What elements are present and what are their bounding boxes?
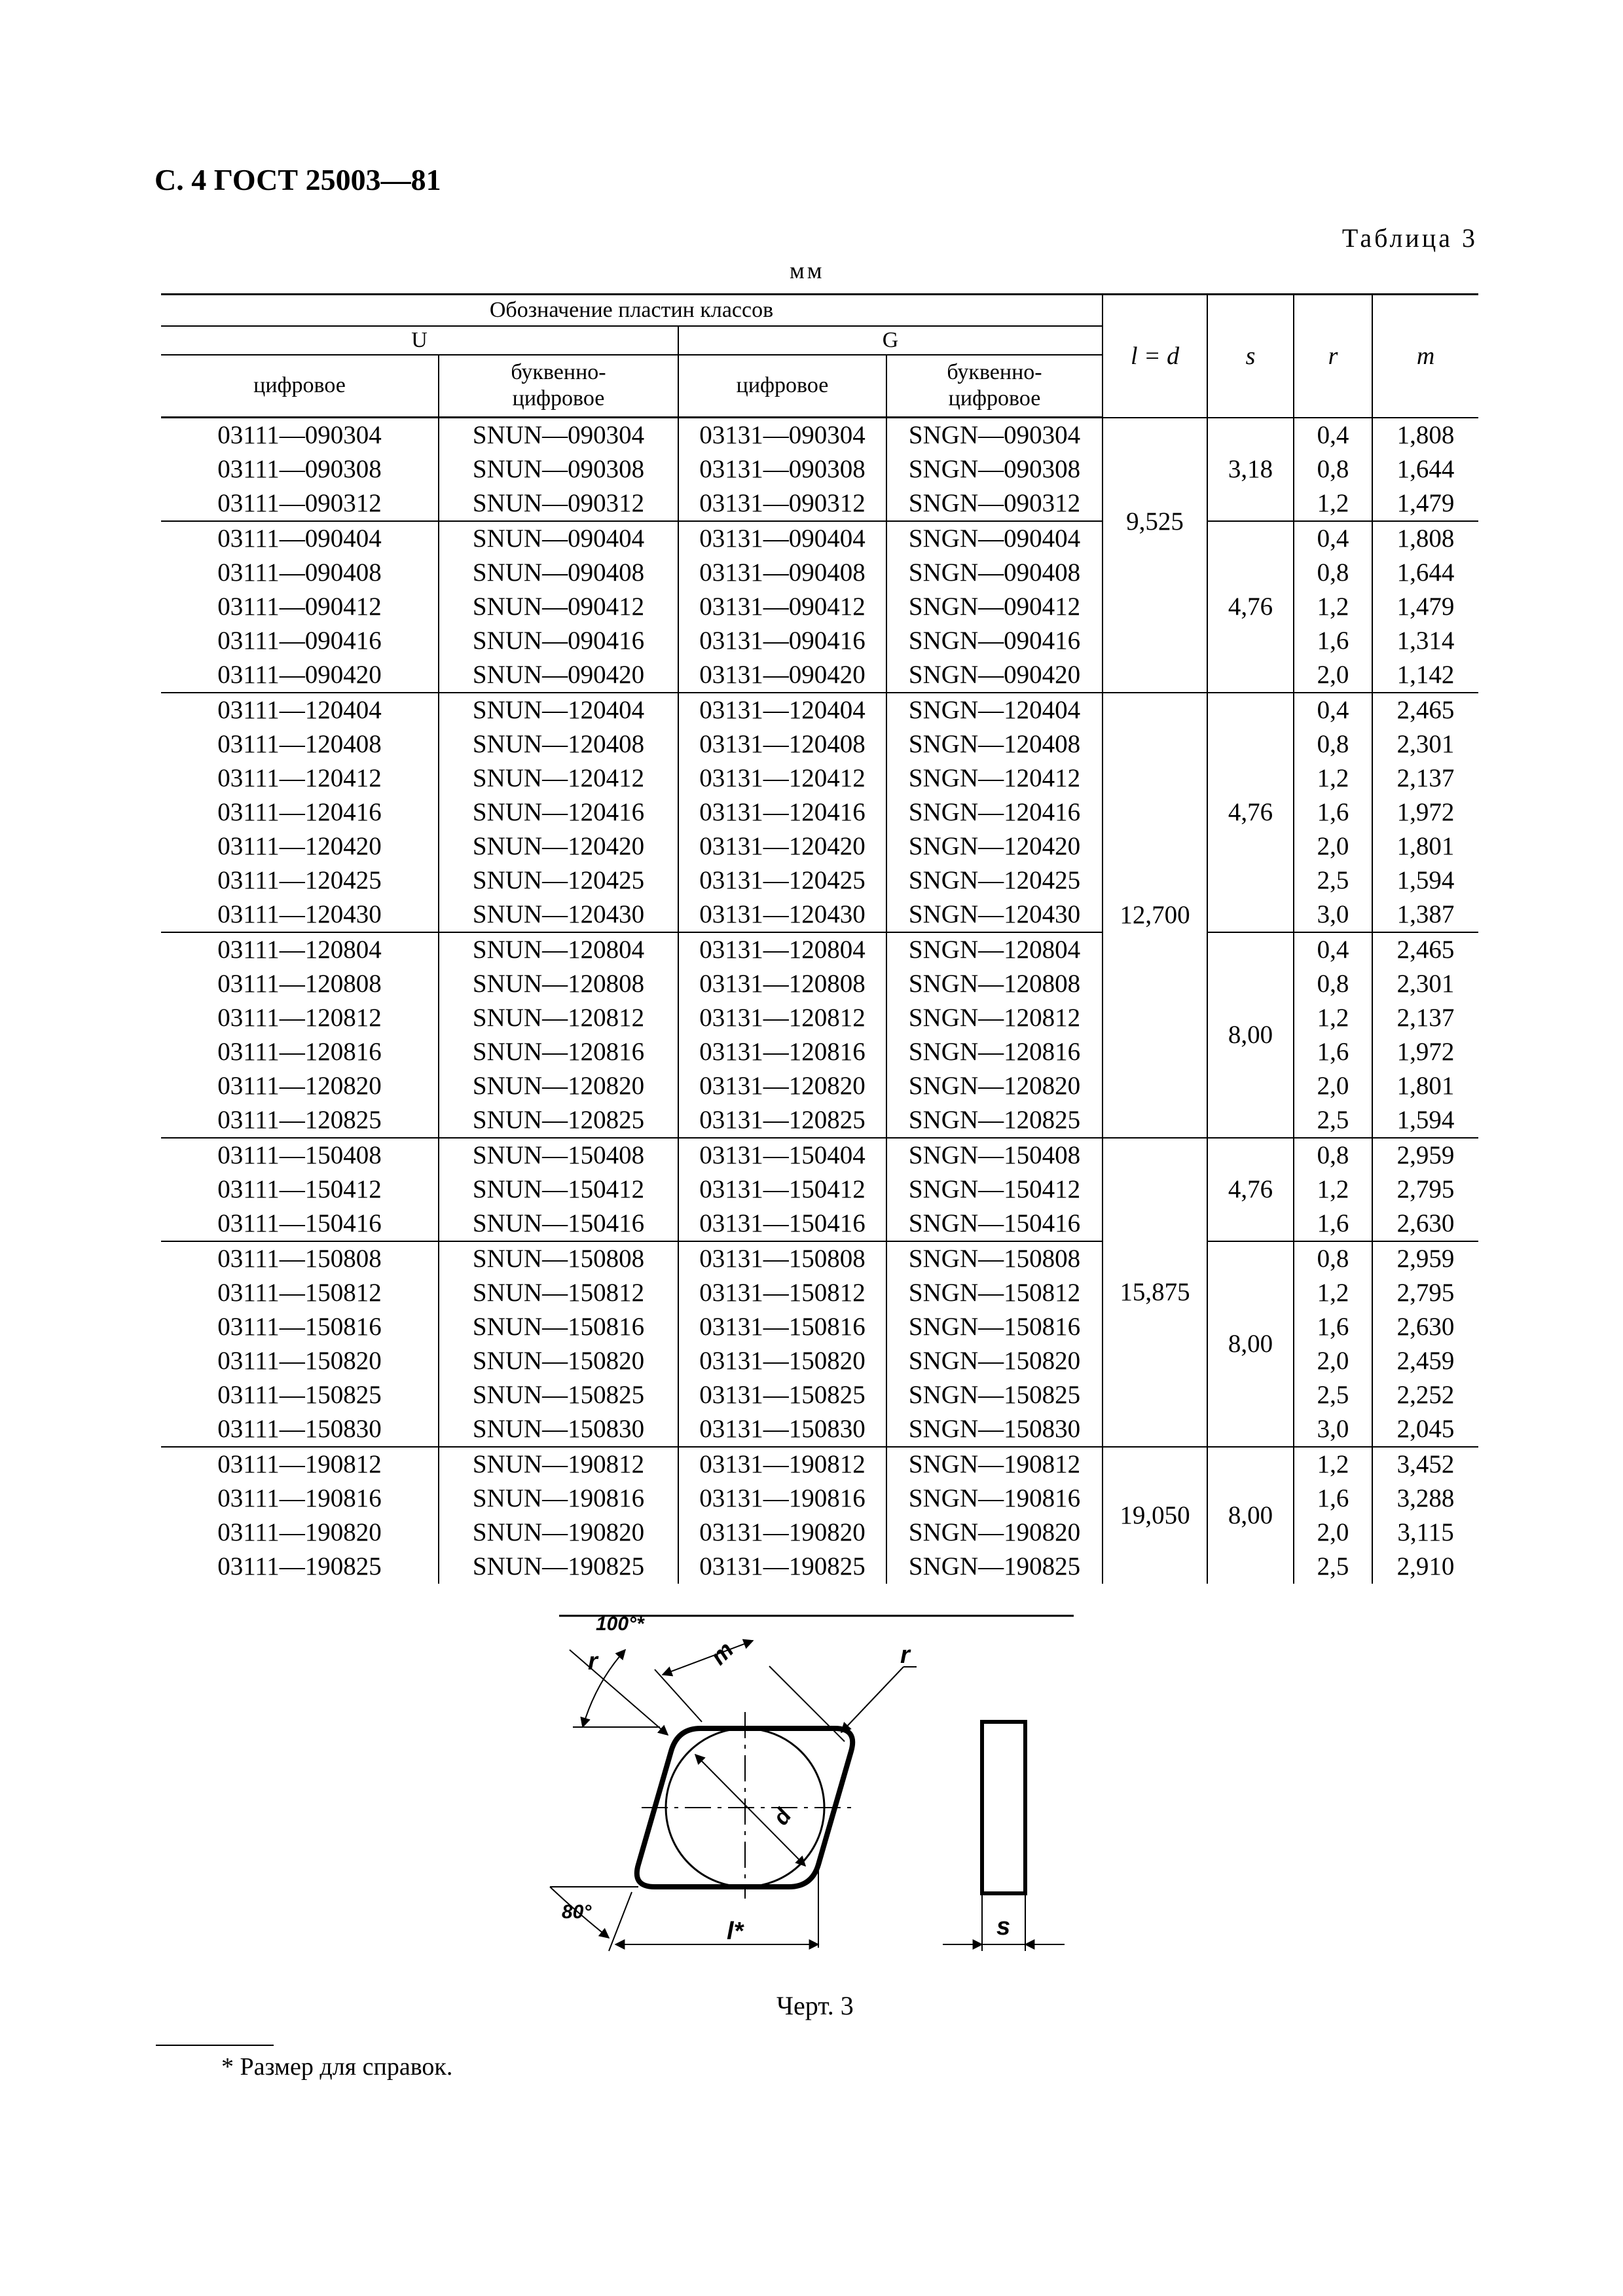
header-s: s <box>1207 295 1294 418</box>
dimension-m-line <box>663 1641 753 1675</box>
cell-u-alnum: SNUN—150816 <box>439 1310 678 1344</box>
cell-u-alnum: SNUN—190825 <box>439 1550 678 1584</box>
cell-g-alnum: SNGN—120820 <box>886 1069 1103 1103</box>
cell-g-digital: 03131—120820 <box>678 1069 886 1103</box>
table-row <box>161 418 1478 453</box>
cell-g-alnum: SNGN—090312 <box>886 486 1103 521</box>
cell-g-alnum: SNGN—150412 <box>886 1173 1103 1207</box>
cell-s: 4,76 <box>1207 693 1294 932</box>
cell-g-alnum: SNGN—150816 <box>886 1310 1103 1344</box>
table-row <box>161 1447 1478 1482</box>
cell-r: 2,0 <box>1294 1069 1372 1103</box>
cell-m: 1,644 <box>1396 455 1455 483</box>
cell-ld: 15,875 <box>1103 1138 1207 1447</box>
cell-g-alnum: SNGN—190812 <box>886 1447 1103 1482</box>
cell-u-alnum: SNUN—120825 <box>439 1103 678 1138</box>
cell-r: 1,2 <box>1294 1173 1372 1207</box>
cell-g-digital: 03131—120425 <box>678 864 886 898</box>
cell-u-alnum: SNUN—190820 <box>439 1516 678 1550</box>
cell-u-alnum: SNUN—120404 <box>439 693 678 727</box>
cell-g-alnum: SNGN—090408 <box>886 556 1103 590</box>
cell-g-alnum: SNGN—150808 <box>886 1241 1103 1276</box>
cell-u-digital: 03111—190812 <box>161 1447 439 1482</box>
cell-r: 0,8 <box>1294 727 1372 761</box>
cell-u-alnum: SNUN—150808 <box>439 1241 678 1276</box>
cell-u-alnum: SNUN—120804 <box>439 932 678 967</box>
cell-r: 1,2 <box>1294 761 1372 795</box>
cell-s: 4,76 <box>1207 1138 1294 1241</box>
cell-u-alnum: SNUN—150408 <box>439 1138 678 1173</box>
label-s: s <box>996 1913 1011 1941</box>
cell-r: 0,4 <box>1294 521 1372 556</box>
cell-u-alnum: SNUN—120430 <box>439 898 678 932</box>
cell-g-alnum: SNGN—120808 <box>886 967 1103 1001</box>
cell-m: 1,972 <box>1396 798 1455 826</box>
cell-s: 8,00 <box>1207 1447 1294 1584</box>
cell-u-digital: 03111—090304 <box>161 418 439 453</box>
header-r: r <box>1294 295 1372 418</box>
cell-g-digital: 03131—120408 <box>678 727 886 761</box>
cell-r: 0,8 <box>1294 556 1372 590</box>
cell-u-alnum: SNUN—150416 <box>439 1207 678 1241</box>
cell-g-digital: 03131—090404 <box>678 521 886 556</box>
cell-r: 0,8 <box>1294 967 1372 1001</box>
header-u-alnum <box>439 355 678 418</box>
cell-g-digital: 03131—150808 <box>678 1241 886 1276</box>
cell-ld: 9,525 <box>1103 418 1207 693</box>
cell-m: 1,972 <box>1396 1038 1455 1066</box>
cell-g-alnum: SNGN—150408 <box>886 1138 1103 1173</box>
cell-m: 2,795 <box>1396 1279 1455 1307</box>
cell-g-digital: 03131—120825 <box>678 1103 886 1138</box>
leader-r-right <box>841 1667 903 1732</box>
table-row <box>161 693 1478 727</box>
footnote: * Размер для справок. <box>221 2053 453 2081</box>
cell-u-digital: 03111—120416 <box>161 795 439 829</box>
cell-r: 1,6 <box>1294 1207 1372 1241</box>
cell-u-alnum: SNUN—150830 <box>439 1412 678 1447</box>
cell-s: 4,76 <box>1207 521 1294 693</box>
cell-g-digital: 03131—090412 <box>678 590 886 624</box>
header-ld: l = d <box>1103 295 1207 418</box>
cell-g-digital: 03131—120416 <box>678 795 886 829</box>
cell-u-digital: 03111—090312 <box>161 486 439 521</box>
label-r-left: r <box>588 1648 598 1675</box>
cell-g-digital: 03131—120430 <box>678 898 886 932</box>
cell-u-alnum: SNUN—190812 <box>439 1447 678 1482</box>
cell-r: 0,8 <box>1294 1138 1372 1173</box>
cell-g-digital: 03131—120412 <box>678 761 886 795</box>
label-r-right: r <box>900 1641 910 1669</box>
footnote-rule <box>156 2045 274 2046</box>
label-angle-top: 100°* <box>596 1613 644 1635</box>
cell-r: 0,8 <box>1294 452 1372 486</box>
cell-u-alnum: SNUN—120812 <box>439 1001 678 1035</box>
table-body <box>161 418 1478 1584</box>
cell-g-alnum: SNGN—090416 <box>886 624 1103 658</box>
cell-g-alnum: SNGN—150820 <box>886 1344 1103 1378</box>
cell-m: 2,910 <box>1396 1552 1455 1580</box>
cell-u-digital: 03111—120404 <box>161 693 439 727</box>
cell-g-alnum: SNGN—190825 <box>886 1550 1103 1584</box>
insert-drawing <box>511 1604 1113 1971</box>
cell-g-alnum: SNGN—120404 <box>886 693 1103 727</box>
cell-m: 2,459 <box>1396 1347 1455 1375</box>
cell-g-digital: 03131—150404 <box>678 1138 886 1173</box>
cell-m: 2,137 <box>1396 1004 1455 1032</box>
table-row <box>161 1241 1478 1276</box>
cell-r: 1,2 <box>1294 486 1372 521</box>
cell-g-digital: 03131—190816 <box>678 1482 886 1516</box>
cell-u-digital: 03111—150808 <box>161 1241 439 1276</box>
header-g-digital: цифровое <box>678 355 886 418</box>
cell-g-digital: 03131—120816 <box>678 1035 886 1069</box>
cell-u-alnum: SNUN—120816 <box>439 1035 678 1069</box>
cell-g-digital: 03131—150820 <box>678 1344 886 1378</box>
cell-g-digital: 03131—150816 <box>678 1310 886 1344</box>
cell-m: 1,644 <box>1396 558 1455 587</box>
cell-r: 2,0 <box>1294 1516 1372 1550</box>
cell-m: 1,594 <box>1396 1106 1455 1134</box>
cell-m: 2,795 <box>1396 1175 1455 1203</box>
cell-g-alnum: SNGN—090420 <box>886 658 1103 693</box>
cell-g-alnum: SNGN—190816 <box>886 1482 1103 1516</box>
cell-m: 1,479 <box>1396 592 1455 621</box>
cell-m: 1,801 <box>1396 1072 1455 1100</box>
cell-u-digital: 03111—150412 <box>161 1173 439 1207</box>
extension-l-1 <box>609 1892 632 1951</box>
cell-m: 3,452 <box>1372 1447 1478 1482</box>
cell-m: 3,288 <box>1396 1484 1455 1512</box>
dimension-d-line <box>695 1755 805 1866</box>
cell-g-digital: 03131—150416 <box>678 1207 886 1241</box>
cell-g-alnum: SNGN—090412 <box>886 590 1103 624</box>
cell-g-alnum: SNGN—120804 <box>886 932 1103 967</box>
cell-g-alnum: SNGN—120430 <box>886 898 1103 932</box>
cell-u-alnum: SNUN—190816 <box>439 1482 678 1516</box>
cell-r: 2,0 <box>1294 829 1372 864</box>
cell-g-digital: 03131—120804 <box>678 932 886 967</box>
cell-m: 2,301 <box>1396 730 1455 758</box>
cell-u-digital: 03111—190816 <box>161 1482 439 1516</box>
cell-m: 1,387 <box>1396 900 1455 928</box>
cell-u-digital: 03111—120412 <box>161 761 439 795</box>
header-class-u: U <box>161 326 678 355</box>
cell-u-digital: 03111—090308 <box>161 452 439 486</box>
table-row <box>161 1138 1478 1173</box>
cell-u-alnum: SNUN—120416 <box>439 795 678 829</box>
cell-r: 1,2 <box>1294 1276 1372 1310</box>
cell-r: 2,5 <box>1294 1378 1372 1412</box>
cell-u-alnum: SNUN—120808 <box>439 967 678 1001</box>
cell-r: 0,4 <box>1294 693 1372 727</box>
cell-g-digital: 03131—090420 <box>678 658 886 693</box>
cell-g-alnum: SNGN—120816 <box>886 1035 1103 1069</box>
cell-r: 2,0 <box>1294 658 1372 693</box>
cell-g-digital: 03131—190825 <box>678 1550 886 1584</box>
cell-g-alnum: SNGN—090308 <box>886 452 1103 486</box>
cell-u-digital: 03111—120825 <box>161 1103 439 1138</box>
cell-m: 3,115 <box>1397 1518 1454 1546</box>
table-caption: Таблица 3 <box>1341 223 1478 253</box>
cell-g-digital: 03131—120404 <box>678 693 886 727</box>
cell-r: 2,5 <box>1294 1103 1372 1138</box>
cell-g-digital: 03131—090416 <box>678 624 886 658</box>
cell-m: 2,465 <box>1372 693 1478 727</box>
cell-u-alnum: SNUN—150812 <box>439 1276 678 1310</box>
cell-u-alnum: SNUN—090308 <box>439 452 678 486</box>
cell-g-digital: 03131—090304 <box>678 418 886 453</box>
cell-g-alnum: SNGN—120420 <box>886 829 1103 864</box>
cell-u-alnum: SNUN—150412 <box>439 1173 678 1207</box>
header-group: Обозначение пластин классов <box>161 295 1103 326</box>
cell-r: 1,6 <box>1294 1035 1372 1069</box>
cell-r: 2,5 <box>1294 864 1372 898</box>
spec-table <box>161 293 1478 1584</box>
cell-u-digital: 03111—190825 <box>161 1550 439 1584</box>
cell-u-alnum: SNUN—090304 <box>439 418 678 453</box>
cell-g-alnum: SNGN—190820 <box>886 1516 1103 1550</box>
cell-r: 1,6 <box>1294 624 1372 658</box>
label-l: l* <box>727 1918 744 1945</box>
cell-m: 2,630 <box>1396 1209 1455 1237</box>
cell-s: 3,18 <box>1207 418 1294 522</box>
cell-g-alnum: SNGN—120408 <box>886 727 1103 761</box>
cell-r: 3,0 <box>1294 898 1372 932</box>
cell-g-alnum: SNGN—120812 <box>886 1001 1103 1035</box>
cell-s: 8,00 <box>1207 932 1294 1138</box>
cell-g-alnum: SNGN—150830 <box>886 1412 1103 1447</box>
cell-u-digital: 03111—150408 <box>161 1138 439 1173</box>
cell-u-digital: 03111—090420 <box>161 658 439 693</box>
cell-m: 1,594 <box>1396 866 1455 894</box>
insert-side-view <box>982 1722 1025 1893</box>
cell-ld: 12,700 <box>1103 693 1207 1138</box>
cell-u-alnum: SNUN—090404 <box>439 521 678 556</box>
figure-caption: Черт. 3 <box>776 1991 854 2020</box>
cell-g-alnum: SNGN—090304 <box>886 418 1103 453</box>
cell-m: 1,808 <box>1372 418 1478 453</box>
header-alnum-line1: буквенно- <box>947 360 1042 385</box>
cell-g-alnum: SNGN—120412 <box>886 761 1103 795</box>
cell-r: 1,2 <box>1294 590 1372 624</box>
header-m: m <box>1372 295 1478 418</box>
cell-r: 0,4 <box>1294 932 1372 967</box>
cell-u-digital: 03111—120816 <box>161 1035 439 1069</box>
cell-u-alnum: SNUN—120820 <box>439 1069 678 1103</box>
cell-u-digital: 03111—120408 <box>161 727 439 761</box>
cell-u-digital: 03111—120820 <box>161 1069 439 1103</box>
cell-r: 2,5 <box>1294 1550 1372 1584</box>
cell-u-digital: 03111—120808 <box>161 967 439 1001</box>
cell-u-digital: 03111—090404 <box>161 521 439 556</box>
cell-u-digital: 03111—090408 <box>161 556 439 590</box>
cell-g-alnum: SNGN—120825 <box>886 1103 1103 1138</box>
cell-u-digital: 03111—120425 <box>161 864 439 898</box>
cell-r: 1,6 <box>1294 795 1372 829</box>
cell-g-digital: 03131—090308 <box>678 452 886 486</box>
cell-u-digital: 03111—120804 <box>161 932 439 967</box>
cell-u-alnum: SNUN—090408 <box>439 556 678 590</box>
header-g-alnum <box>886 355 1103 418</box>
cell-m: 2,465 <box>1372 932 1478 967</box>
table-row <box>161 521 1478 556</box>
cell-u-digital: 03111—150816 <box>161 1310 439 1344</box>
label-m: m <box>704 1636 739 1670</box>
page-header: С. 4 ГОСТ 25003—81 <box>155 163 441 196</box>
cell-r: 0,4 <box>1294 418 1372 453</box>
cell-r: 1,6 <box>1294 1310 1372 1344</box>
cell-u-digital: 03111—150825 <box>161 1378 439 1412</box>
cell-g-alnum: SNGN—150812 <box>886 1276 1103 1310</box>
cell-u-digital: 03111—190820 <box>161 1516 439 1550</box>
cell-g-alnum: SNGN—120416 <box>886 795 1103 829</box>
cell-u-digital: 03111—120812 <box>161 1001 439 1035</box>
label-d: d <box>768 1804 797 1830</box>
cell-u-digital: 03111—120420 <box>161 829 439 864</box>
cell-r: 1,2 <box>1294 1001 1372 1035</box>
cell-r: 1,2 <box>1294 1447 1372 1482</box>
cell-u-digital: 03111—150812 <box>161 1276 439 1310</box>
cell-u-alnum: SNUN—090416 <box>439 624 678 658</box>
cell-m: 2,045 <box>1396 1415 1455 1443</box>
cell-m: 2,137 <box>1396 764 1455 792</box>
cell-r: 0,8 <box>1294 1241 1372 1276</box>
table-head <box>161 295 1478 418</box>
cell-ld: 19,050 <box>1103 1447 1207 1584</box>
cell-g-digital: 03131—150830 <box>678 1412 886 1447</box>
cell-u-alnum: SNUN—090312 <box>439 486 678 521</box>
cell-u-alnum: SNUN—120412 <box>439 761 678 795</box>
cell-g-digital: 03131—120808 <box>678 967 886 1001</box>
cell-m: 2,630 <box>1396 1313 1455 1341</box>
header-alnum-line2: цифровое <box>512 386 605 411</box>
cell-m: 2,252 <box>1396 1381 1455 1409</box>
label-angle-bottom: 80° <box>562 1901 592 1923</box>
cell-m: 1,808 <box>1372 521 1478 556</box>
cell-g-digital: 03131—190812 <box>678 1447 886 1482</box>
cell-g-digital: 03131—090408 <box>678 556 886 590</box>
cell-g-digital: 03131—120812 <box>678 1001 886 1035</box>
cell-m: 2,959 <box>1372 1138 1478 1173</box>
cell-g-digital: 03131—150825 <box>678 1378 886 1412</box>
cell-g-alnum: SNGN—150416 <box>886 1207 1103 1241</box>
cell-r: 3,0 <box>1294 1412 1372 1447</box>
cell-m: 2,301 <box>1396 970 1455 998</box>
cell-m: 1,479 <box>1396 489 1455 517</box>
cell-u-digital: 03111—120430 <box>161 898 439 932</box>
cell-g-digital: 03131—090312 <box>678 486 886 521</box>
cell-u-alnum: SNUN—090420 <box>439 658 678 693</box>
cell-u-alnum: SNUN—150820 <box>439 1344 678 1378</box>
cell-m: 1,142 <box>1396 661 1455 689</box>
cell-m: 1,314 <box>1396 627 1455 655</box>
cell-u-digital: 03111—150820 <box>161 1344 439 1378</box>
cell-u-digital: 03111—090412 <box>161 590 439 624</box>
cell-m: 1,801 <box>1396 832 1455 860</box>
cell-u-alnum: SNUN—120425 <box>439 864 678 898</box>
cell-g-digital: 03131—150812 <box>678 1276 886 1310</box>
cell-m: 2,959 <box>1372 1241 1478 1276</box>
cell-g-digital: 03131—190820 <box>678 1516 886 1550</box>
cell-u-alnum: SNUN—120420 <box>439 829 678 864</box>
extension-m-1 <box>655 1669 702 1722</box>
header-class-g: G <box>678 326 1103 355</box>
header-alnum-line1: буквенно- <box>511 360 606 385</box>
cell-g-alnum: SNGN—090404 <box>886 521 1103 556</box>
cell-u-alnum: SNUN—120408 <box>439 727 678 761</box>
cell-u-digital: 03111—150416 <box>161 1207 439 1241</box>
header-alnum-line2: цифровое <box>948 386 1041 411</box>
cell-g-digital: 03131—120420 <box>678 829 886 864</box>
cell-r: 2,0 <box>1294 1344 1372 1378</box>
table-row <box>161 932 1478 967</box>
header-u-digital: цифровое <box>161 355 439 418</box>
cell-u-alnum: SNUN—090412 <box>439 590 678 624</box>
cell-u-alnum: SNUN—150825 <box>439 1378 678 1412</box>
table-units: мм <box>790 257 825 283</box>
cell-u-digital: 03111—090416 <box>161 624 439 658</box>
cell-u-digital: 03111—150830 <box>161 1412 439 1447</box>
cell-g-alnum: SNGN—150825 <box>886 1378 1103 1412</box>
cell-s: 8,00 <box>1207 1241 1294 1447</box>
cell-r: 1,6 <box>1294 1482 1372 1516</box>
cell-g-digital: 03131—150412 <box>678 1173 886 1207</box>
cell-g-alnum: SNGN—120425 <box>886 864 1103 898</box>
